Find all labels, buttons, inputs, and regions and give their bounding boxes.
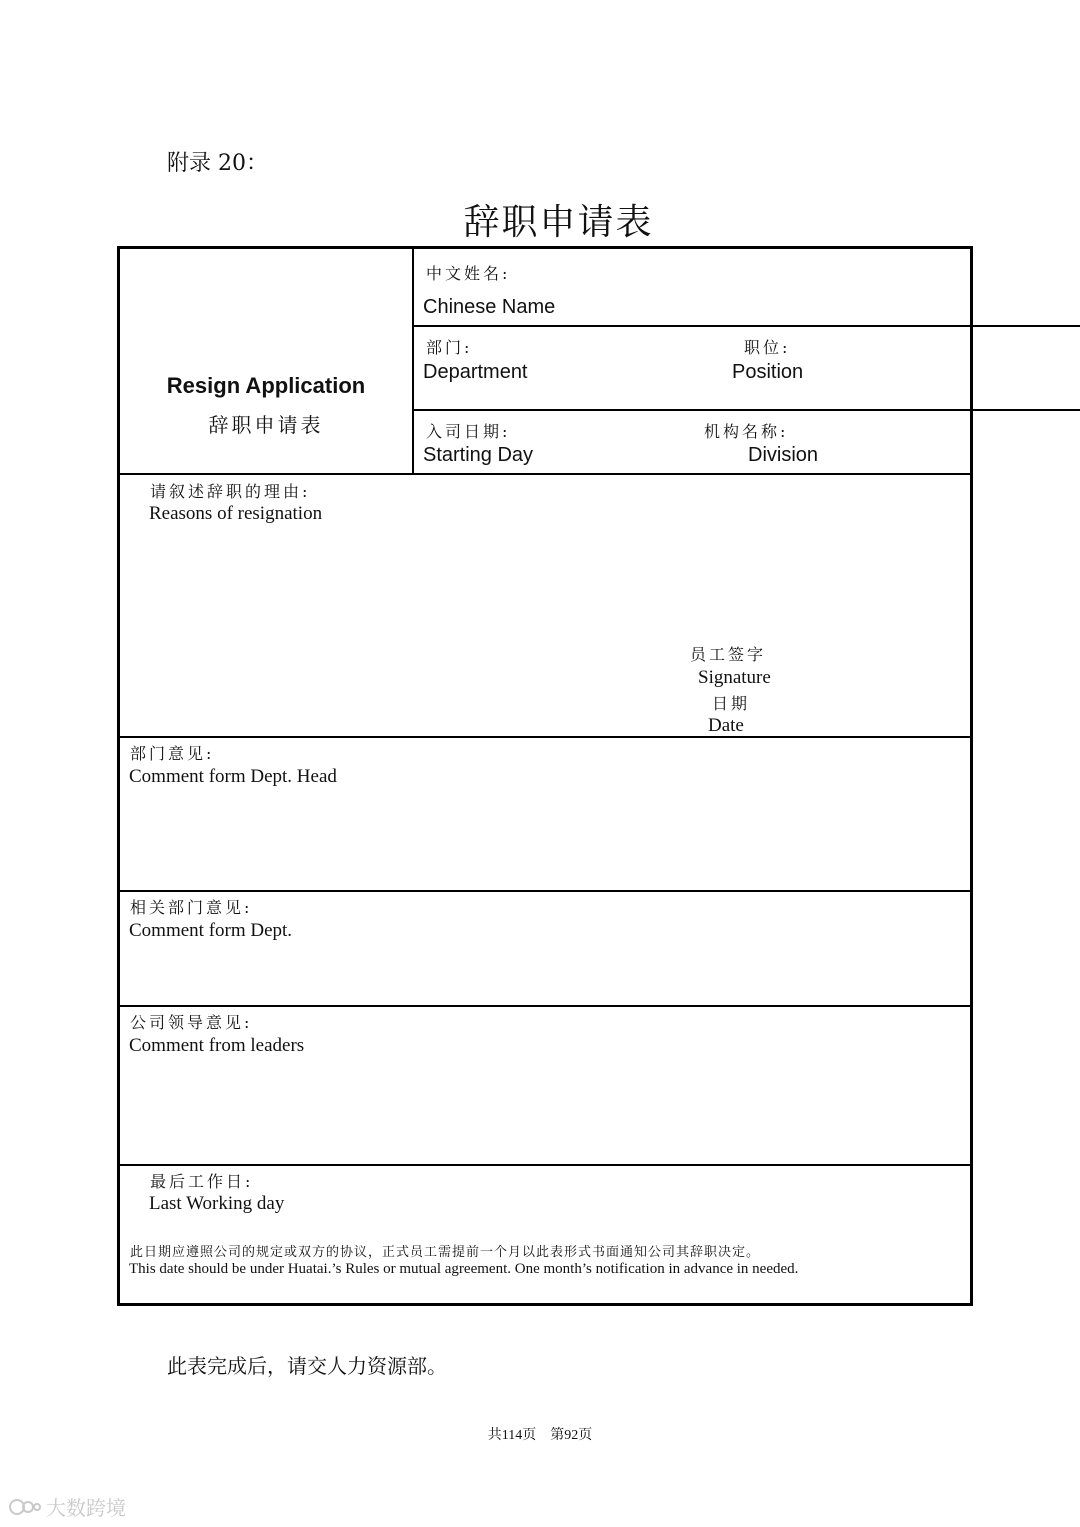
watermark-logo-icon (8, 1496, 42, 1518)
related-dept-comment-field[interactable] (130, 949, 960, 999)
department-label-en: Department (423, 361, 528, 383)
name-label-cn: 中文姓名: (426, 264, 511, 283)
dept-head-comment-cn: 部门意见: (130, 744, 215, 763)
leaders-comment-field[interactable] (130, 1067, 960, 1157)
signature-label-cn: 员工签字 (690, 645, 767, 664)
row-line-dept-head (120, 890, 971, 892)
watermark-text: 大数跨境 (46, 1496, 126, 1520)
row-line-header-bottom (120, 473, 971, 475)
related-dept-comment-en: Comment form Dept. (129, 920, 293, 941)
row-line-dept (412, 409, 1080, 411)
form-heading-en: Resign Application (166, 373, 366, 398)
notice-cn: 此日期应遵照公司的规定或双方的协议，正式员工需提前一个月以此表形式书面通知公司其辞职决定。 (130, 1245, 761, 1260)
appendix-label: 附录 20： (167, 151, 268, 176)
leaders-comment-en: Comment from leaders (129, 1035, 305, 1056)
dept-head-comment-field[interactable] (130, 797, 960, 883)
row-line-name (412, 325, 1080, 327)
form-heading-cn: 辞职申请表 (208, 413, 324, 437)
date-label-cn: 日期 (712, 694, 751, 713)
name-label-en: Chinese Name (423, 296, 556, 318)
dept-head-comment-en: Comment form Dept. Head (129, 766, 337, 787)
row-line-related-dept (120, 1005, 971, 1007)
start-date-label-cn: 入司日期: (426, 422, 511, 441)
position-label-en: Position (732, 361, 804, 383)
last-day-label-cn: 最后工作日: (150, 1172, 254, 1191)
reasons-field[interactable] (150, 533, 690, 723)
header-divider (412, 249, 414, 473)
row-line-leaders (120, 1164, 971, 1166)
document-title: 辞职申请表 (463, 202, 654, 243)
submit-instruction: 此表完成后，请交人力资源部。 (167, 1354, 447, 1378)
date-label-en: Date (708, 715, 744, 736)
position-label-cn: 职位: (744, 338, 791, 357)
page-number: 共114页 第92页 (487, 1428, 593, 1443)
division-label-cn: 机构名称: (704, 422, 789, 441)
start-date-label-en: Starting Day (423, 444, 534, 466)
watermark (8, 1492, 126, 1521)
division-label-en: Division (748, 444, 819, 466)
last-day-label-en: Last Working day (149, 1193, 285, 1214)
leaders-comment-cn: 公司领导意见: (130, 1013, 253, 1032)
last-day-field[interactable] (420, 1174, 960, 1224)
row-line-reasons (120, 736, 971, 738)
notice-en: This date should be under Huatai.’s Rules or mutual agreement. One month’s notification in advance in needed. (129, 1261, 799, 1277)
related-dept-comment-cn: 相关部门意见: (130, 898, 253, 917)
reasons-label-cn: 请叙述辞职的理由: (150, 482, 311, 501)
reasons-label-en: Reasons of resignation (149, 503, 323, 524)
resign-form (117, 246, 973, 1306)
department-label-cn: 部门: (426, 338, 473, 357)
signature-label-en: Signature (698, 667, 771, 688)
